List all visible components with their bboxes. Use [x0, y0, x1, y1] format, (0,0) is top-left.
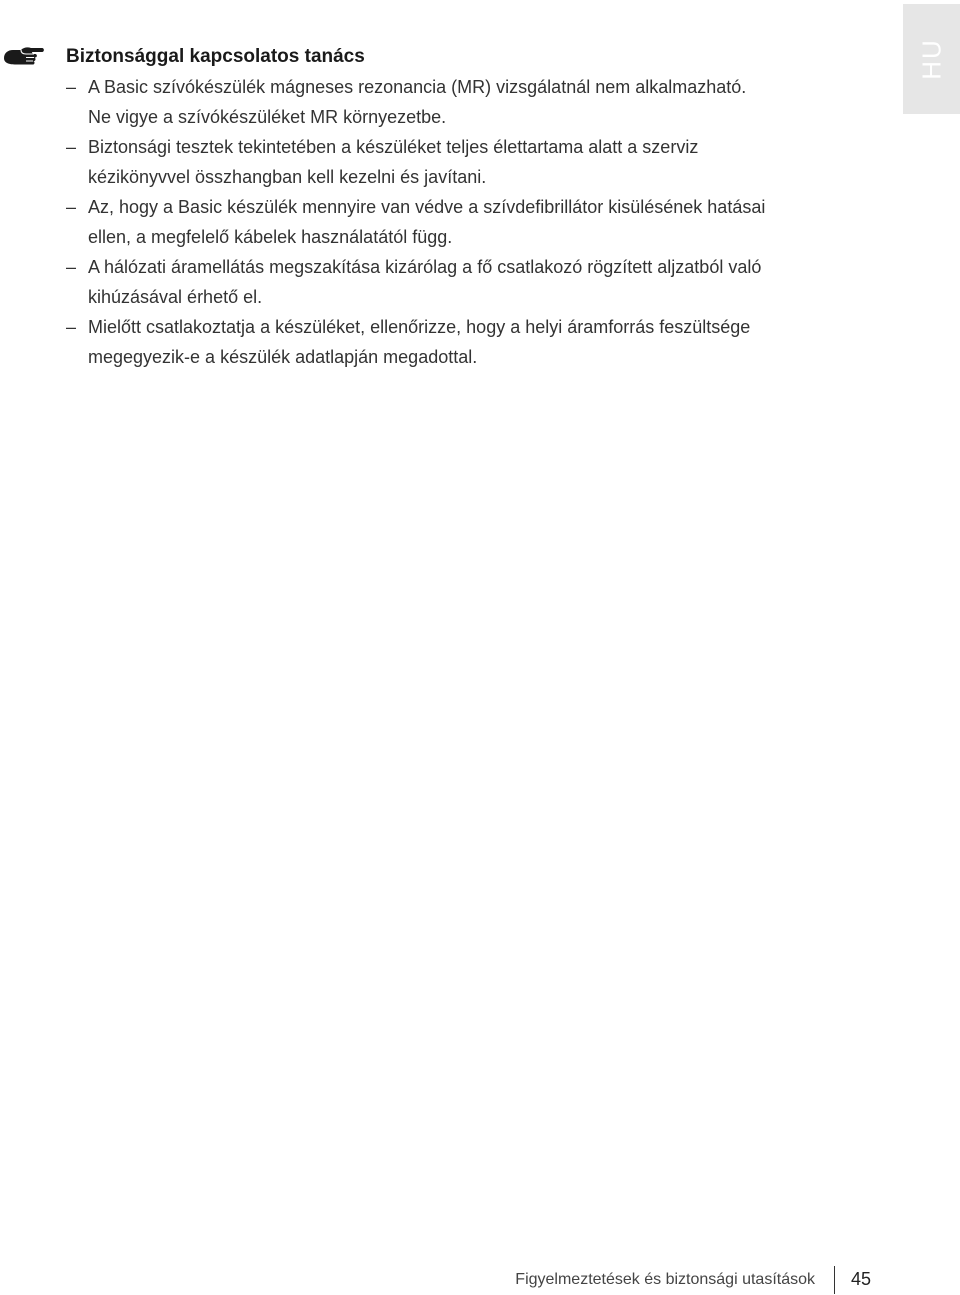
item-line: Biztonsági tesztek tekintetében a készüléket teljes élettartama alatt a szerviz: [88, 137, 699, 157]
language-tab: [903, 4, 960, 114]
list-dash: –: [66, 137, 77, 157]
footer-divider: [834, 1266, 835, 1294]
list-item: [66, 312, 866, 372]
item-line: Az, hogy a Basic készülék mennyire van védve a szívdefibrillátor kisülésének hatásai: [88, 197, 766, 217]
item-line: kihúzásával érhető el.: [88, 287, 263, 307]
pointing-hand-icon: [2, 44, 46, 70]
section-title: Biztonsággal kapcsolatos tanács: [66, 46, 365, 67]
footer-chapter-title: Figyelmeztetések és biztonsági utasítások: [515, 1271, 815, 1288]
safety-advice-section: [66, 42, 866, 372]
list-item: [66, 132, 866, 192]
list-item: [66, 192, 866, 252]
item-line: kézikönyvvel összhangban kell kezelni és javítani.: [88, 167, 487, 187]
list-item: [66, 252, 866, 312]
list-dash: –: [66, 77, 77, 97]
item-line: A hálózati áramellátás megszakítása kizárólag a fő csatlakozó rögzített aljzatból való: [88, 257, 762, 277]
list-dash: –: [66, 197, 77, 217]
list-dash: –: [66, 317, 77, 337]
item-line: Mielőtt csatlakoztatja a készüléket, ellenőrizze, hogy a helyi áramforrás feszültsége: [88, 317, 751, 337]
item-line: Ne vigye a szívókészüléket MR környezetbe.: [88, 107, 447, 127]
item-line: A Basic szívókészülék mágneses rezonancia (MR) vizsgálatnál nem alkalmazható.: [88, 77, 747, 97]
list-item: [66, 72, 866, 132]
page-number: 45: [851, 1269, 872, 1289]
advice-list: [66, 72, 866, 372]
list-dash: –: [66, 257, 77, 277]
item-line: megegyezik-e a készülék adatlapján megadottal.: [88, 347, 478, 367]
language-tab-label: HU: [916, 38, 946, 80]
item-line: ellen, a megfelelő kábelek használatától függ.: [88, 227, 453, 247]
